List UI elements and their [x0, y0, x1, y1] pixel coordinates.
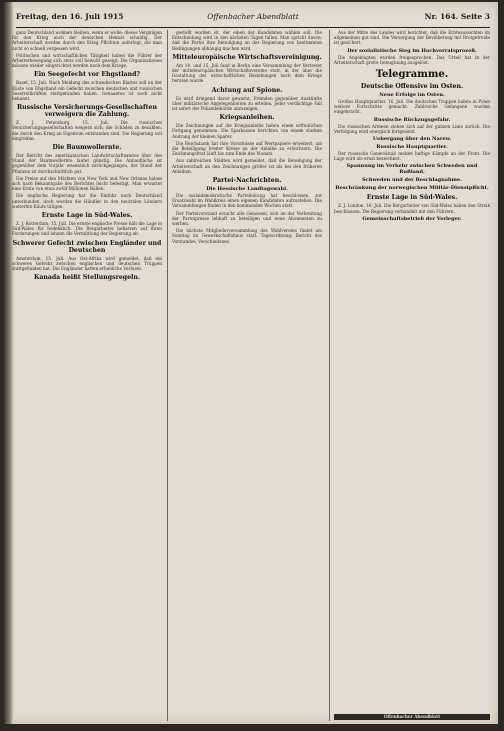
column-rule — [167, 30, 168, 721]
article-paragraph: Die Angeklagten wurden freigesprochen. Das Urteil hat in der Arbeiterschaft große Genugtuung ausgelöst. — [334, 54, 490, 65]
article-headline: Schweden und der Beschlagnahme. — [362, 177, 462, 184]
article-paragraph: Politischen und wirtschaftlichen Tätigkeit haben die Führer der Arbeiterbewegung sich stets voll bewußt gezeigt. Die Organisationen müssen wieder eingerichtet werden nach dem Kriege. — [12, 52, 162, 69]
article-headline: Ein Seegefecht vor Ehgstland? — [33, 71, 141, 79]
article-paragraph: Die Reichsbank hat ihre Vorschüsse auf Wertpapiere erweitert, um die Beteiligung breiter Kreise an der Anleihe zu erleichtern. Die Zeichnungsfrist läuft bis zum Ende des Monats. — [172, 140, 322, 157]
article-paragraph: Der Parteivorstand ersucht alle Genossen, sich an der Verbreitung der Parteipresse lebhaft zu beteiligen und neue Abonnenten zu werben. — [172, 210, 322, 227]
article-headline: Russische Versicherungs-Gesellschaften verweigern die Zahlung. — [17, 104, 157, 119]
article-headline: Kriegsanleihen. — [219, 114, 275, 122]
article-paragraph: Z. J. Rotterdam, 15. Juli. Die ernste englische Presse hält die Lage in Süd-Wales für bedenklich. Die Bergarbeiter beharren auf ihren Forderungen und lehnen die Vermittlung der Regierung ab. — [12, 221, 162, 237]
article-paragraph: Z. J. Petersburg, 15. Juli. Die russischen Versicherungsgesellschaften weigern sich, die Schäden zu bezahlen, die durch den Krieg an Eigentum entstanden sind. Die Regierung soll eingreifen. — [12, 120, 162, 141]
article-headline: Kanada heißt Stellungsregeln. — [33, 274, 141, 282]
article-headline: Russische Rückzugsgefahr. — [373, 116, 451, 123]
article-headline: Beschränkung der norwegischen Militär-Dienstpflicht. — [335, 185, 489, 192]
article-headline: Uebergang über den Narew. — [372, 136, 452, 143]
article-paragraph: Am 14. und 15. Juli fand in Berlin eine Versammlung der Vertreter der mitteleuropäischen Wirtschaftsvereine statt, in der über die Gestaltung der wirtschaftlichen Beziehungen nach dem Kriege beraten wurde. — [172, 62, 322, 84]
article-paragraph: Der Bericht des amerikanischen Landwirtschaftsamtes über den Stand der Baumwollernte lautet günstig. Die Anbaufläche ist gegenüber dem Vorjahr wesentlich zurückgegangen, der Stand der Pflanzen ist durchschnittlich gut. — [12, 153, 162, 174]
article-paragraph: Die nächste Mitgliederversammlung des Wahlvereins findet am Sonntag im Gewerkschaftshaus statt. Tagesordnung: Bericht des Vorstandes, Verschiedenes. — [172, 228, 322, 244]
article-headline: Deutsche Offensive im Osten. — [360, 83, 464, 91]
article-paragraph: gestellt worden ist, der einen der Kandidaten wählen soll. Die Entscheidung wird in den nächsten Tagen fallen. Man spricht davon, daß die Partei ihre Beteiligung an der Regierung von bestimmten Bedingungen abhängig machen wird. — [172, 30, 322, 51]
article-headline: Russische Hauptquartier. — [376, 144, 448, 151]
article-paragraph: Der russische Generalstab meldet heftige Kämpfe an der Front. Die Lage wird als ernst bezeichnet. — [334, 151, 490, 162]
header-masthead: Offenbacher Abendblatt — [207, 12, 299, 21]
article-paragraph: Großes Hauptquartier, 16. Juli. Die deutschen Truppen haben in Polen weitere Fortschritte gemacht. Zahlreiche Gefangene wurden eingebracht. — [334, 99, 490, 115]
article-paragraph: Die englische Regierung hat die Einfuhr nach Deutschland unterbunden, doch werden die Händler in den neutralen Ländern weiterhin Käufe tätigen. — [12, 193, 162, 209]
article-headline: Schwerer Gefecht zwischen Engländer und Deutschen — [12, 239, 162, 254]
article-paragraph: Die sozialdemokratische Parteileitung hat beschlossen, zur Ersatzwahl im Wahlkreis einen eigenen Kandidaten aufzustellen. Die Versammlungen finden in den kommenden Wochen statt. — [172, 193, 322, 209]
article-paragraph: Die Preise auf den Märkten von New York und New Orleans haben sich nach Bekanntgabe des Berichtes leicht befestigt. Man erwartet eine Ernte von etwa zwölf Millionen Ballen. — [12, 175, 162, 192]
column-2 — [172, 30, 322, 721]
article-paragraph: Die Zeichnungen auf die Kriegsanleihe haben einen erfreulichen Fortgang genommen. Die Sparkassen berichten von einem starken Andrang der kleinen Sparer. — [172, 123, 322, 139]
header-date: Freitag, den 16. Juli 1915 — [16, 12, 124, 21]
article-headline: Telegramme. — [375, 69, 449, 81]
article-paragraph: Amsterdam, 15. Juli. Aus Ost-Afrika wird gemeldet, daß ein schweres Gefecht zwischen englischen und deutschen Truppen stattgefunden hat. Die Engländer hatten erhebliche Verluste. — [12, 255, 162, 272]
column-3 — [334, 30, 490, 721]
column-1 — [12, 30, 162, 721]
article-headline: Partei-Nachrichten. — [212, 177, 282, 185]
article-paragraph: Z. J. London, 16. Juli. Die Bergarbeiter von Süd-Wales haben den Streik beschlossen. Die Regierung verhandelt mit den Führern. — [334, 203, 490, 214]
article-headline: Achtung auf Spione. — [211, 86, 283, 94]
article-headline: Ernste Lage in Süd-Wales. — [41, 212, 133, 220]
article-paragraph: ganz Deutschland wohnen bleiben, wenn er wolle; dieses Vergnügen für den Krieg auch der deutschen Heimat schuldig. Der Arbeiterschaft werden durch den Krieg Pflichten auferlegt, die man nicht so schnell vergessen wird. — [12, 30, 162, 51]
article-headline: Ernste Lage in Süd-Wales. — [366, 194, 458, 202]
article-paragraph: Aus zahlreichen Städten wird gemeldet, daß die Beteiligung der Arbeiterschaft an den Zeichnungen größer ist als bei den früheren Anleihen. — [172, 158, 322, 174]
article-headline: Spannung im Verkehr zwischen Schweden und Rußland. — [346, 163, 478, 176]
article-headline: Die Hessische Landtagswahl. — [206, 186, 288, 193]
page-header — [16, 7, 490, 28]
article-headline: Mitteleuropäische Wirtschaftsvereinigung. — [172, 53, 322, 61]
article-paragraph: Es wird dringend davor gewarnt, Fremden gegenüber Auskünfte über militärische Angelegenheiten zu erteilen. Jeder verdächtige Fall ist sofort der Polizeibehörde anzuzeigen. — [172, 95, 322, 112]
article-paragraph: Aus der Mitte des Landes wird berichtet, daß die Ernteaussichten im allgemeinen gut sind. Die Versorgung der Bevölkerung mit Brotgetreide ist gesichert. — [334, 30, 490, 46]
article-paragraph: Die russischen Armeen ziehen sich auf der ganzen Linie zurück. Die Verfolgung wird energisch fortgesetzt. — [334, 123, 490, 134]
article-headline: Neue Erfolge im Osten. — [379, 92, 445, 99]
footer-advertisement: Offenbacher Abendblatt — [334, 714, 490, 720]
article-headline: Der sozialistische Sieg im Hochverratsprozeß. — [347, 47, 477, 54]
header-page-number: Nr. 164. Seite 3 — [424, 12, 490, 21]
article-headline: Die Baumwollernte. — [52, 144, 122, 152]
article-paragraph: Basel, 15. Juli. Nach Meldung des schwedischen Blattes soll an der Küste von Ehgstland ein Gefecht zwischen deutschen und russischen Seestreitkräften stattgefunden haben. Genaueres ist noch nicht bekannt. — [12, 80, 162, 102]
column-rule — [329, 30, 330, 721]
article-headline: Gemeinschaftsbetrieb der Verleger. — [362, 215, 462, 222]
